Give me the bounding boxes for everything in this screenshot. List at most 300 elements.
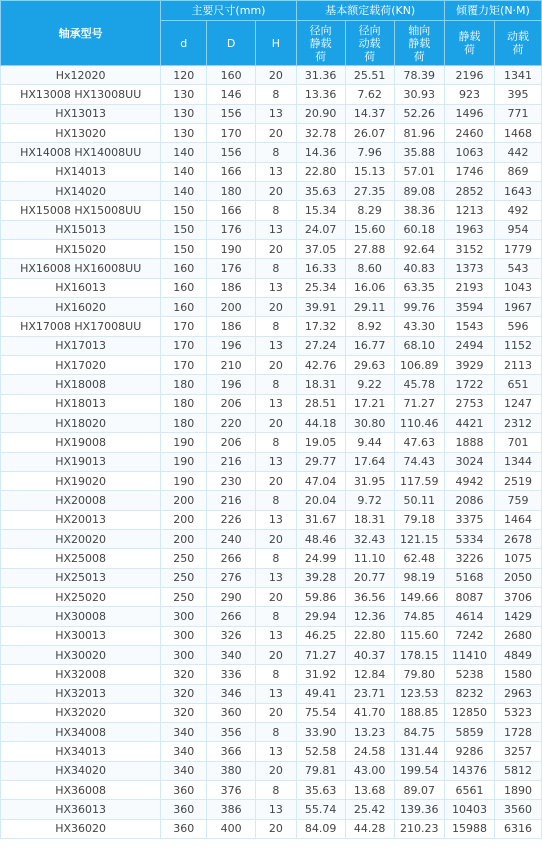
cell-radial-dynamic: 24.58: [345, 742, 394, 761]
cell-H: 20: [256, 645, 296, 664]
cell-axial-static: 47.63: [394, 433, 444, 452]
cell-H: 13: [256, 742, 296, 761]
cell-radial-static: 29.77: [296, 452, 345, 471]
cell-radial-static: 24.07: [296, 220, 345, 239]
cell-d: 200: [161, 491, 207, 510]
cell-radial-static: 14.36: [296, 143, 345, 162]
cell-H: 13: [256, 394, 296, 413]
cell-static-moment: 3594: [444, 297, 494, 316]
table-row: [1, 703, 542, 722]
cell-radial-dynamic: 15.60: [345, 220, 394, 239]
cell-model: HX32008: [1, 665, 161, 684]
cell-radial-dynamic: 8.29: [345, 201, 394, 220]
cell-D: 336: [207, 665, 256, 684]
table-row: [1, 317, 542, 336]
cell-d: 360: [161, 800, 207, 819]
cell-model: HX30020: [1, 645, 161, 664]
cell-H: 20: [256, 355, 296, 374]
table-row: [1, 278, 542, 297]
table-row: [1, 568, 542, 587]
cell-D: 200: [207, 297, 256, 316]
cell-d: 320: [161, 684, 207, 703]
cell-static-moment: 1373: [444, 259, 494, 278]
cell-dynamic-moment: 869: [495, 162, 542, 181]
cell-dynamic-moment: 492: [495, 201, 542, 220]
cell-dynamic-moment: 1967: [495, 297, 542, 316]
cell-d: 180: [161, 413, 207, 432]
cell-d: 130: [161, 123, 207, 142]
table-row: [1, 626, 542, 645]
cell-radial-dynamic: 40.37: [345, 645, 394, 664]
cell-H: 8: [256, 723, 296, 742]
cell-static-moment: 1213: [444, 201, 494, 220]
cell-radial-dynamic: 12.84: [345, 665, 394, 684]
cell-d: 150: [161, 239, 207, 258]
cell-model: HX15020: [1, 239, 161, 258]
table-row: [1, 239, 542, 258]
cell-axial-static: 52.26: [394, 104, 444, 123]
cell-d: 140: [161, 143, 207, 162]
cell-D: 196: [207, 336, 256, 355]
cell-H: 13: [256, 336, 296, 355]
cell-H: 8: [256, 85, 296, 104]
cell-axial-static: 57.01: [394, 162, 444, 181]
table-row: [1, 123, 542, 142]
cell-dynamic-moment: 1468: [495, 123, 542, 142]
cell-static-moment: 11410: [444, 645, 494, 664]
cell-D: 360: [207, 703, 256, 722]
header-H: H: [256, 21, 296, 66]
cell-H: 8: [256, 143, 296, 162]
cell-d: 360: [161, 781, 207, 800]
cell-radial-static: 75.54: [296, 703, 345, 722]
cell-dynamic-moment: 442: [495, 143, 542, 162]
header-line: 动载: [358, 36, 381, 50]
cell-radial-static: 32.78: [296, 123, 345, 142]
cell-D: 156: [207, 143, 256, 162]
table-row: [1, 433, 542, 452]
cell-radial-dynamic: 9.44: [345, 433, 394, 452]
cell-radial-dynamic: 31.95: [345, 471, 394, 490]
cell-radial-dynamic: 27.35: [345, 181, 394, 200]
cell-radial-static: 13.36: [296, 85, 345, 104]
cell-dynamic-moment: 1247: [495, 394, 542, 413]
cell-dynamic-moment: 1580: [495, 665, 542, 684]
cell-radial-dynamic: 23.71: [345, 684, 394, 703]
cell-static-moment: 5238: [444, 665, 494, 684]
cell-dynamic-moment: 1779: [495, 239, 542, 258]
cell-radial-static: 71.27: [296, 645, 345, 664]
cell-radial-dynamic: 32.43: [345, 529, 394, 548]
cell-axial-static: 210.23: [394, 819, 444, 838]
cell-radial-static: 15.34: [296, 201, 345, 220]
cell-static-moment: 8232: [444, 684, 494, 703]
header-line: 静载: [458, 30, 481, 43]
cell-H: 8: [256, 549, 296, 568]
cell-D: 170: [207, 123, 256, 142]
header-line: 荷: [512, 43, 524, 56]
cell-radial-static: 39.28: [296, 568, 345, 587]
cell-dynamic-moment: 596: [495, 317, 542, 336]
cell-dynamic-moment: 1890: [495, 781, 542, 800]
cell-static-moment: 3152: [444, 239, 494, 258]
cell-axial-static: 68.10: [394, 336, 444, 355]
cell-dynamic-moment: 954: [495, 220, 542, 239]
cell-axial-static: 89.08: [394, 181, 444, 200]
cell-dynamic-moment: 4849: [495, 645, 542, 664]
cell-radial-static: 25.34: [296, 278, 345, 297]
cell-D: 196: [207, 375, 256, 394]
cell-dynamic-moment: 3560: [495, 800, 542, 819]
cell-model: HX15008 HX15008UU: [1, 201, 161, 220]
cell-axial-static: 30.93: [394, 85, 444, 104]
cell-dynamic-moment: 2519: [495, 471, 542, 490]
cell-d: 130: [161, 104, 207, 123]
cell-D: 190: [207, 239, 256, 258]
cell-static-moment: 3024: [444, 452, 494, 471]
cell-axial-static: 74.85: [394, 607, 444, 626]
cell-H: 13: [256, 568, 296, 587]
cell-axial-static: 84.75: [394, 723, 444, 742]
header-row-top: [1, 1, 542, 21]
cell-model: HX36020: [1, 819, 161, 838]
cell-axial-static: 81.96: [394, 123, 444, 142]
header-dynamic-moment: [495, 21, 542, 66]
cell-model: HX30008: [1, 607, 161, 626]
cell-model: HX15013: [1, 220, 161, 239]
table-row: [1, 684, 542, 703]
cell-model: HX20013: [1, 510, 161, 529]
cell-static-moment: 2086: [444, 491, 494, 510]
cell-axial-static: 43.30: [394, 317, 444, 336]
cell-model: HX19013: [1, 452, 161, 471]
table-row: [1, 220, 542, 239]
table-row: [1, 104, 542, 123]
header-load-group: 基本额定载荷(KN): [296, 1, 444, 21]
cell-static-moment: 5168: [444, 568, 494, 587]
cell-radial-dynamic: 7.62: [345, 85, 394, 104]
cell-model: HX16008 HX16008UU: [1, 259, 161, 278]
cell-model: HX25020: [1, 587, 161, 606]
cell-dynamic-moment: 2312: [495, 413, 542, 432]
cell-H: 20: [256, 413, 296, 432]
cell-model: Hx12020: [1, 66, 161, 85]
cell-H: 8: [256, 259, 296, 278]
header-radial-dynamic: [345, 21, 394, 66]
cell-axial-static: 149.66: [394, 587, 444, 606]
header-moment-group: 倾覆力矩(N·M): [444, 1, 541, 21]
cell-H: 8: [256, 317, 296, 336]
header-line: 荷: [315, 49, 327, 63]
cell-static-moment: 5334: [444, 529, 494, 548]
table-row: [1, 201, 542, 220]
cell-radial-static: 55.74: [296, 800, 345, 819]
cell-radial-static: 44.18: [296, 413, 345, 432]
table-row: [1, 259, 542, 278]
cell-H: 20: [256, 761, 296, 780]
cell-axial-static: 131.44: [394, 742, 444, 761]
cell-d: 340: [161, 761, 207, 780]
cell-model: HX14008 HX14008UU: [1, 143, 161, 162]
cell-axial-static: 99.76: [394, 297, 444, 316]
cell-static-moment: 10403: [444, 800, 494, 819]
table-row: [1, 549, 542, 568]
cell-model: HX25013: [1, 568, 161, 587]
cell-dynamic-moment: 6316: [495, 819, 542, 838]
cell-dynamic-moment: 3706: [495, 587, 542, 606]
cell-D: 356: [207, 723, 256, 742]
cell-H: 20: [256, 703, 296, 722]
cell-radial-dynamic: 7.96: [345, 143, 394, 162]
cell-d: 150: [161, 220, 207, 239]
cell-D: 176: [207, 220, 256, 239]
table-row: [1, 800, 542, 819]
cell-dynamic-moment: 1075: [495, 549, 542, 568]
cell-D: 186: [207, 317, 256, 336]
cell-radial-dynamic: 16.77: [345, 336, 394, 355]
cell-radial-static: 24.99: [296, 549, 345, 568]
cell-dynamic-moment: 771: [495, 104, 542, 123]
cell-radial-static: 42.76: [296, 355, 345, 374]
cell-H: 13: [256, 510, 296, 529]
cell-D: 230: [207, 471, 256, 490]
cell-d: 140: [161, 162, 207, 181]
table-row: [1, 607, 542, 626]
cell-radial-dynamic: 8.92: [345, 317, 394, 336]
cell-D: 400: [207, 819, 256, 838]
cell-D: 206: [207, 433, 256, 452]
cell-model: HX13013: [1, 104, 161, 123]
cell-radial-dynamic: 29.11: [345, 297, 394, 316]
cell-d: 130: [161, 85, 207, 104]
cell-D: 166: [207, 162, 256, 181]
cell-model: HX25008: [1, 549, 161, 568]
cell-radial-dynamic: 25.51: [345, 66, 394, 85]
cell-H: 8: [256, 665, 296, 684]
header-line: 径向: [309, 23, 332, 37]
cell-radial-static: 49.41: [296, 684, 345, 703]
cell-dynamic-moment: 1643: [495, 181, 542, 200]
cell-d: 300: [161, 607, 207, 626]
cell-model: HX16013: [1, 278, 161, 297]
header-axial-static: [394, 21, 444, 66]
cell-radial-static: 48.46: [296, 529, 345, 548]
header-line: 荷: [364, 49, 376, 63]
cell-d: 140: [161, 181, 207, 200]
cell-axial-static: 78.39: [394, 66, 444, 85]
cell-H: 20: [256, 239, 296, 258]
cell-dynamic-moment: 3257: [495, 742, 542, 761]
cell-D: 156: [207, 104, 256, 123]
cell-radial-static: 18.31: [296, 375, 345, 394]
cell-d: 340: [161, 742, 207, 761]
header-static-moment: [444, 21, 494, 66]
cell-static-moment: 12850: [444, 703, 494, 722]
cell-static-moment: 1722: [444, 375, 494, 394]
cell-radial-static: 37.05: [296, 239, 345, 258]
cell-D: 180: [207, 181, 256, 200]
cell-axial-static: 110.46: [394, 413, 444, 432]
cell-D: 326: [207, 626, 256, 645]
cell-axial-static: 188.85: [394, 703, 444, 722]
table-row: [1, 181, 542, 200]
cell-H: 20: [256, 529, 296, 548]
header-line: 静载: [309, 36, 332, 50]
cell-H: 20: [256, 587, 296, 606]
cell-D: 240: [207, 529, 256, 548]
cell-dynamic-moment: 1152: [495, 336, 542, 355]
table-row: [1, 529, 542, 548]
cell-radial-static: 39.91: [296, 297, 345, 316]
cell-radial-dynamic: 44.28: [345, 819, 394, 838]
cell-model: HX16020: [1, 297, 161, 316]
cell-axial-static: 40.83: [394, 259, 444, 278]
cell-d: 250: [161, 549, 207, 568]
header-line: 径向: [358, 23, 381, 37]
header-D: D: [207, 21, 256, 66]
cell-dynamic-moment: 1429: [495, 607, 542, 626]
cell-H: 13: [256, 220, 296, 239]
cell-d: 360: [161, 819, 207, 838]
cell-radial-dynamic: 17.21: [345, 394, 394, 413]
cell-static-moment: 923: [444, 85, 494, 104]
cell-d: 200: [161, 510, 207, 529]
cell-H: 20: [256, 297, 296, 316]
cell-static-moment: 2460: [444, 123, 494, 142]
cell-model: HX36013: [1, 800, 161, 819]
cell-radial-dynamic: 26.07: [345, 123, 394, 142]
table-header: [1, 1, 542, 66]
cell-model: HX34013: [1, 742, 161, 761]
cell-d: 180: [161, 375, 207, 394]
cell-d: 170: [161, 355, 207, 374]
cell-radial-static: 28.51: [296, 394, 345, 413]
cell-radial-dynamic: 25.42: [345, 800, 394, 819]
cell-static-moment: 3929: [444, 355, 494, 374]
cell-D: 226: [207, 510, 256, 529]
cell-H: 20: [256, 471, 296, 490]
cell-axial-static: 199.54: [394, 761, 444, 780]
cell-model: HX18020: [1, 413, 161, 432]
cell-dynamic-moment: 2680: [495, 626, 542, 645]
cell-d: 250: [161, 568, 207, 587]
cell-radial-static: 35.63: [296, 181, 345, 200]
cell-d: 160: [161, 259, 207, 278]
cell-H: 20: [256, 123, 296, 142]
cell-model: HX30013: [1, 626, 161, 645]
cell-axial-static: 106.89: [394, 355, 444, 374]
cell-d: 170: [161, 317, 207, 336]
cell-radial-static: 20.90: [296, 104, 345, 123]
cell-dynamic-moment: 1341: [495, 66, 542, 85]
cell-radial-static: 20.04: [296, 491, 345, 510]
table-row: [1, 819, 542, 838]
table-row: [1, 742, 542, 761]
table-row: [1, 761, 542, 780]
cell-d: 250: [161, 587, 207, 606]
cell-static-moment: 3375: [444, 510, 494, 529]
cell-d: 120: [161, 66, 207, 85]
cell-static-moment: 5859: [444, 723, 494, 742]
cell-dynamic-moment: 1043: [495, 278, 542, 297]
cell-model: HX18013: [1, 394, 161, 413]
cell-H: 20: [256, 819, 296, 838]
cell-d: 200: [161, 529, 207, 548]
cell-axial-static: 35.88: [394, 143, 444, 162]
cell-axial-static: 98.19: [394, 568, 444, 587]
cell-radial-static: 27.24: [296, 336, 345, 355]
cell-radial-dynamic: 18.31: [345, 510, 394, 529]
cell-radial-static: 29.94: [296, 607, 345, 626]
table-row: [1, 162, 542, 181]
cell-static-moment: 1496: [444, 104, 494, 123]
cell-d: 190: [161, 433, 207, 452]
cell-axial-static: 79.80: [394, 665, 444, 684]
cell-radial-dynamic: 9.72: [345, 491, 394, 510]
cell-H: 8: [256, 375, 296, 394]
cell-D: 276: [207, 568, 256, 587]
cell-axial-static: 139.36: [394, 800, 444, 819]
cell-dynamic-moment: 651: [495, 375, 542, 394]
cell-axial-static: 74.43: [394, 452, 444, 471]
table-row: [1, 510, 542, 529]
cell-static-moment: 2193: [444, 278, 494, 297]
cell-radial-dynamic: 36.56: [345, 587, 394, 606]
cell-static-moment: 1963: [444, 220, 494, 239]
cell-radial-static: 59.86: [296, 587, 345, 606]
cell-D: 380: [207, 761, 256, 780]
cell-radial-dynamic: 27.88: [345, 239, 394, 258]
cell-radial-dynamic: 22.80: [345, 626, 394, 645]
header-line: 动载: [507, 30, 530, 43]
cell-d: 160: [161, 278, 207, 297]
cell-radial-static: 31.92: [296, 665, 345, 684]
header-line: 荷: [413, 49, 425, 63]
cell-radial-static: 46.25: [296, 626, 345, 645]
cell-model: HX19008: [1, 433, 161, 452]
cell-d: 180: [161, 394, 207, 413]
cell-static-moment: 7242: [444, 626, 494, 645]
cell-model: HX17020: [1, 355, 161, 374]
cell-static-moment: 2852: [444, 181, 494, 200]
cell-static-moment: 4942: [444, 471, 494, 490]
cell-d: 150: [161, 201, 207, 220]
cell-D: 290: [207, 587, 256, 606]
cell-model: HX32020: [1, 703, 161, 722]
cell-H: 8: [256, 781, 296, 800]
table-row: [1, 143, 542, 162]
cell-model: HX20008: [1, 491, 161, 510]
cell-static-moment: 4614: [444, 607, 494, 626]
cell-H: 8: [256, 491, 296, 510]
cell-d: 170: [161, 336, 207, 355]
table-body: [1, 66, 542, 839]
cell-axial-static: 62.48: [394, 549, 444, 568]
cell-dynamic-moment: 5323: [495, 703, 542, 722]
header-d: d: [161, 21, 207, 66]
header-line: 荷: [463, 43, 475, 56]
cell-d: 320: [161, 665, 207, 684]
cell-radial-dynamic: 30.80: [345, 413, 394, 432]
cell-model: HX19020: [1, 471, 161, 490]
table-row: [1, 781, 542, 800]
header-radial-static: [296, 21, 345, 66]
table-row: [1, 665, 542, 684]
cell-radial-dynamic: 13.68: [345, 781, 394, 800]
cell-axial-static: 117.59: [394, 471, 444, 490]
cell-D: 340: [207, 645, 256, 664]
cell-radial-static: 47.04: [296, 471, 345, 490]
